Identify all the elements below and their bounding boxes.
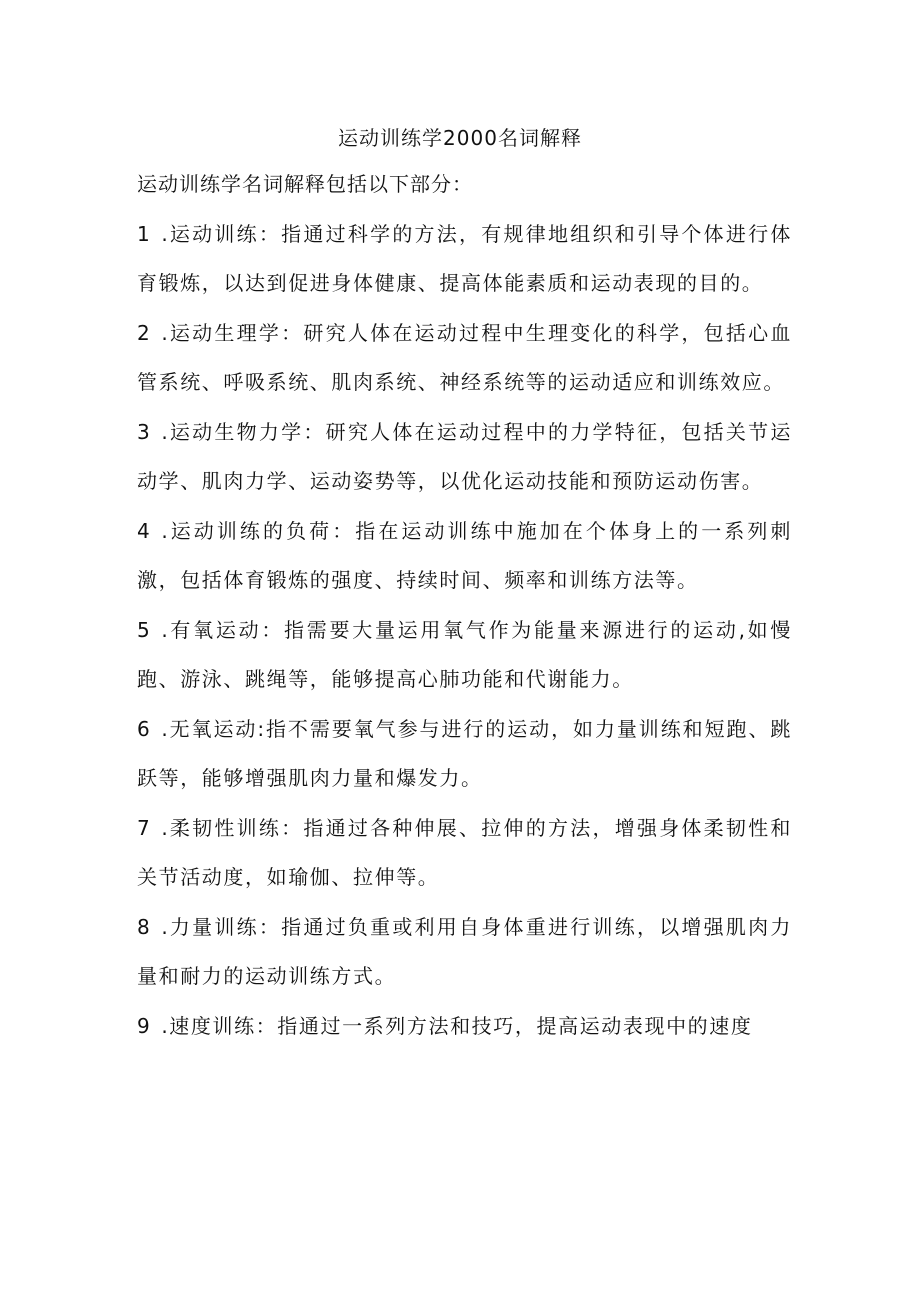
definition-list [137,210,792,1053]
item-number: 8 [137,915,152,939]
item-number: 6 [137,717,152,741]
item-number: 9 [137,1014,152,1038]
item-text: .运动训练的负荷：指在运动训练中施加在个体身上的一系列刺激，包括体育锻炼的强度、持续时间、频率和训练方法等。 [137,519,792,592]
item-text: .速度训练：指通过一系列方法和技巧，提高运动表现中的速度 [161,1014,753,1038]
item-number: 4 [137,519,152,543]
item-number: 3 [137,420,152,444]
definition-item-6 [137,705,792,802]
definition-item-9 [137,1002,792,1051]
definition-item-4 [137,507,792,604]
item-number: 7 [137,816,152,840]
item-number: 5 [137,618,152,642]
item-text: .运动生理学：研究人体在运动过程中生理变化的科学，包括心血管系统、呼吸系统、肌肉系统、神经系统等的运动适应和训练效应。 [137,321,792,394]
item-number: 2 [137,321,152,345]
definition-item-8 [137,903,792,1000]
definition-item-5 [137,606,792,703]
definition-item-7 [137,804,792,901]
definition-item-1 [137,210,792,307]
definition-item-3 [137,408,792,505]
item-text: .力量训练：指通过负重或利用自身体重进行训练，以增强肌肉力量和耐力的运动训练方式。 [137,915,792,988]
item-text: .运动训练：指通过科学的方法，有规律地组织和引导个体进行体育锻炼，以达到促进身体健康、提高体能素质和运动表现的目的。 [137,222,792,295]
item-text: .运动生物力学：研究人体在运动过程中的力学特征，包括关节运动学、肌肉力学、运动姿势等，以优化运动技能和预防运动伤害。 [137,420,792,493]
item-text: .无氧运动:指不需要氧气参与进行的运动，如力量训练和短跑、跳跃等，能够增强肌肉力量和爆发力。 [137,717,792,790]
document-intro: 运动训练学名词解释包括以下部分： [137,172,473,196]
item-number: 1 [137,222,152,246]
item-text: .柔韧性训练：指通过各种伸展、拉伸的方法，增强身体柔韧性和关节活动度，如瑜伽、拉伸等。 [137,816,792,889]
item-text: .有氧运动：指需要大量运用氧气作为能量来源进行的运动,如慢跑、游泳、跳绳等，能够提高心肺功能和代谢能力。 [137,618,792,691]
definition-item-2 [137,309,792,406]
document-title: 运动训练学2000名词解释 [338,126,582,150]
